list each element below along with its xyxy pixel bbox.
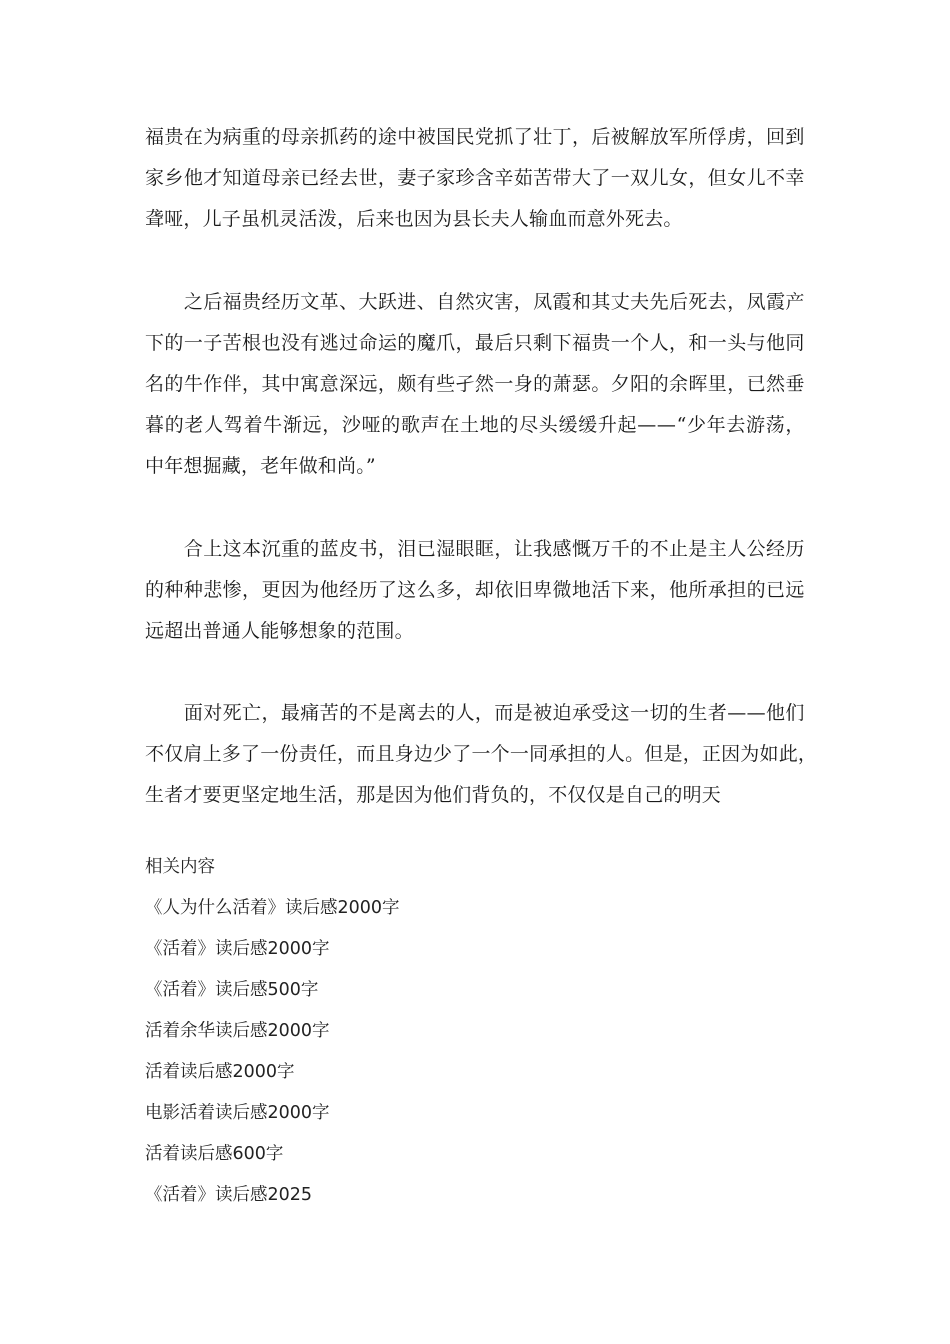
paragraph-4 bbox=[145, 693, 818, 816]
related-link[interactable]: 活着读后感600字 bbox=[145, 1144, 284, 1164]
related-link[interactable]: 《人为什么活着》读后感2000字 bbox=[145, 898, 400, 918]
text-line: 远超出普通人能够想象的范围。 bbox=[145, 620, 414, 642]
text-line: 之 后 福 贵 经 历 文 革 、 大 跃 进 、 自 然 灾 害 ， 凤 霞 和 其 丈 夫 先 后 死 去 ， 凤 霞 产 bbox=[183, 291, 805, 313]
paragraph-2 bbox=[145, 282, 805, 487]
paragraph-3 bbox=[145, 529, 805, 652]
related-link[interactable]: 活着读后感2000字 bbox=[145, 1062, 295, 1082]
related-content-title: 相关内容 bbox=[145, 857, 215, 877]
related-link[interactable]: 《活着》读后感2025 bbox=[145, 1185, 313, 1205]
text-line: 家 乡 他 才 知 道 母 亲 已 经 去 世 ， 妻 子 家 珍 含 辛 茹 苦 带 大 了 一 双 儿 女 ， 但 女 儿 不 幸 bbox=[145, 167, 805, 189]
text-line: 不 仅 肩 上 多 了 一 份 责 任 ， 而 且 身 边 少 了 一 个 一 同 承 担 的 人 。 但 是 ， 正 因 为 如 此 ， bbox=[145, 743, 818, 765]
text-line: 名 的 牛 作 伴 ， 其 中 寓 意 深 远 ， 颇 有 些 孑 然 一 身 的 萧 瑟 。 夕 阳 的 余 晖 里 ， 已 然 垂 bbox=[145, 373, 805, 395]
text-line: 生者才要更坚定地生活，那是因为他们背负的，不仅仅是自己的明天 bbox=[145, 784, 722, 806]
related-link[interactable]: 《活着》读后感500字 bbox=[145, 980, 319, 1000]
text-line: 聋哑，儿子虽机灵活泼，后来也因为县长夫人输血而意外死去。 bbox=[145, 208, 683, 230]
text-line: 福 贵 在 为 病 重 的 母 亲 抓 药 的 途 中 被 国 民 党 抓 了 壮 丁 ， 后 被 解 放 军 所 俘 虏 ， 回 到 bbox=[145, 126, 805, 148]
text-line: 下 的 一 子 苦 根 也 没 有 逃 过 命 运 的 魔 爪 ， 最 后 只 剩 下 福 贵 一 个 人 ， 和 一 头 与 他 同 bbox=[145, 332, 805, 354]
text-line: 中年想掘藏，老年做和尚。” bbox=[145, 455, 376, 477]
related-content bbox=[145, 847, 805, 1216]
related-link[interactable]: 活着余华读后感2000字 bbox=[145, 1021, 330, 1041]
paragraph-1 bbox=[145, 117, 805, 240]
related-link[interactable]: 电影活着读后感2000字 bbox=[145, 1103, 330, 1123]
related-link[interactable]: 《活着》读后感2000字 bbox=[145, 939, 330, 959]
text-line: 面 对 死 亡 ， 最 痛 苦 的 不 是 离 去 的 人 ， 而 是 被 迫 承 受 这 一 切 的 生 者 — — 他 们 bbox=[183, 702, 805, 724]
text-line: 合 上 这 本 沉 重 的 蓝 皮 书 ， 泪 已 湿 眼 眶 ， 让 我 感 慨 万 千 的 不 止 是 主 人 公 经 历 bbox=[183, 538, 805, 560]
text-line: 的 种 种 悲 惨 ， 更 因 为 他 经 历 了 这 么 多 ， 却 依 旧 卑 微 地 活 下 来 ， 他 所 承 担 的 已 远 bbox=[145, 579, 805, 601]
text-line: 暮 的 老 人 驾 着 牛 渐 远 ， 沙 哑 的 歌 声 在 土 地 的 尽 头 缓 缓 升 起 — — “ 少 年 去 游 荡 ， bbox=[145, 414, 805, 436]
